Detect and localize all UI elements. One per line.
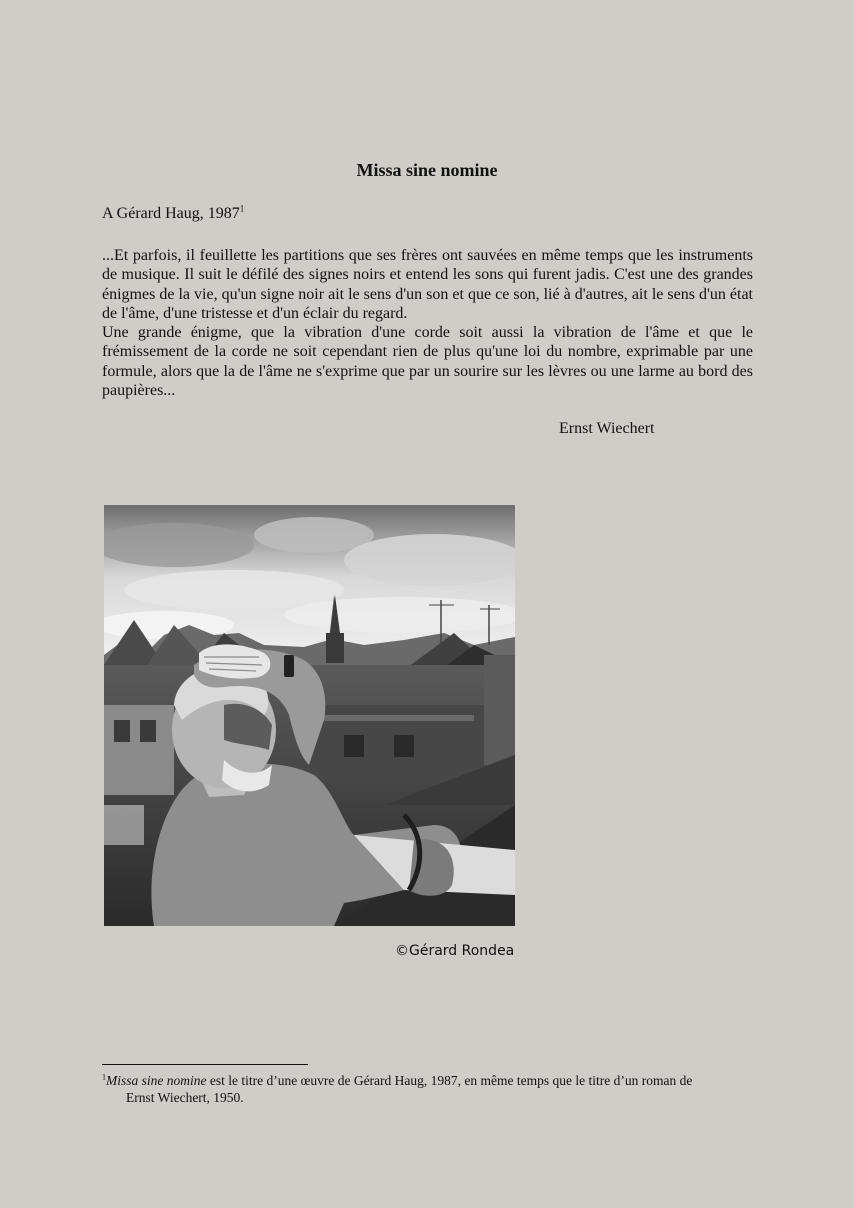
footnote-line-2: Ernst Wiechert, 1950. xyxy=(126,1090,244,1105)
signature: Ernst Wiechert xyxy=(559,420,655,437)
photograph xyxy=(104,505,515,926)
footnote-rule xyxy=(102,1064,308,1065)
footnote xyxy=(102,1072,762,1106)
dedication-text: A Gérard Haug, 1987 xyxy=(102,205,240,222)
body-text xyxy=(102,246,753,400)
footnote-mark: 1 xyxy=(102,1072,106,1082)
footnote-line-1 xyxy=(102,1072,762,1089)
footnote-title: Missa sine nomine xyxy=(106,1073,207,1088)
dedication xyxy=(102,205,244,223)
paragraph-2: Une grande énigme, que la vibration d'une corde soit aussi la vibration de l'âme et que le frémissement de la corde ne soit cependant rien de plus qu'une loi du nombre, exprimable par une formule, alors que la de l'âme ne s'exprime que par un sourire sur les lèvres ou une larme au bord des paupières... xyxy=(102,324,753,400)
footnote-text: est le titre d’une œuvre de Gérard Haug, 1987, en même temps que le titre d’un roman de xyxy=(206,1073,693,1088)
paragraph-1: ...Et parfois, il feuillette les partitions que ses frères ont sauvées en même temps que les instruments de musique. Il suit le défilé des signes noirs et entend les sons qui furent jadis. C'est une des grandes énigmes de la vie, qu'un signe noir ait le sens d'un son et que ce son, lié à d'autres, ait le sens d'un état de l'âme, d'une tristesse et d'un éclair du regard. xyxy=(102,247,753,322)
photo-credit: ©Gérard Rondea xyxy=(395,943,515,959)
footnote-reference: 1 xyxy=(239,203,245,214)
document-title: Missa sine nomine xyxy=(356,160,498,180)
